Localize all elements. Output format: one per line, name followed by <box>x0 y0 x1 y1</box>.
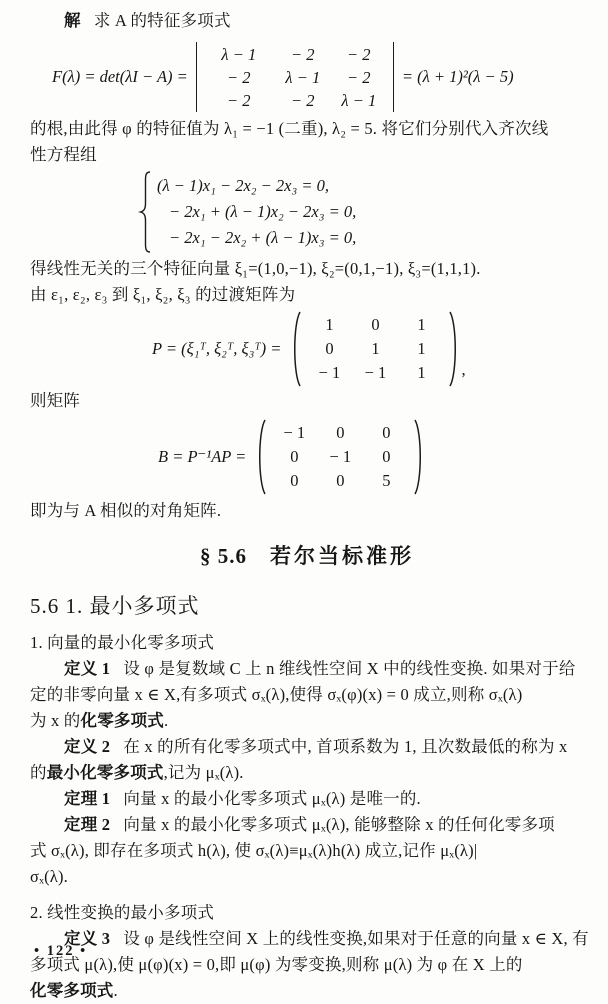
definition-3-text: . <box>113 981 118 1000</box>
eigenvectors-paragraph-line1: 得线性无关的三个特征向量 ξ₁=(1,0,−1), ξ₂=(0,1,−1), ξ₃=(1,1,1). <box>30 259 481 278</box>
system-line: − 2x₁ + (λ − 1)x₂ − 2x₃ = 0, <box>169 202 357 221</box>
matrix-paren-right <box>413 418 426 496</box>
solution-paragraph <box>30 8 584 34</box>
diagonal-matrix-equation <box>158 418 584 496</box>
system-line: − 2x₁ − 2x₂ + (λ − 1)x₃ = 0, <box>169 228 357 247</box>
matrix-cell: 0 <box>371 315 380 334</box>
matrix-cell: 0 <box>336 471 345 490</box>
system-lines <box>157 173 356 251</box>
section-heading <box>30 540 584 570</box>
theorem-1-text: 向量 x 的最小化零多项式 μₓ(λ) 是唯一的. <box>123 789 421 808</box>
theorem-2-line3: σₓ(λ). <box>30 867 68 886</box>
diagonal-conclusion-paragraph: 即为与 A 相似的对角矩阵. <box>30 501 222 520</box>
transition-matrix-equation <box>152 310 584 388</box>
determinant-cells <box>203 43 387 112</box>
matrix-paren-left <box>289 310 302 388</box>
system-line: (λ − 1)x₁ − 2x₂ − 2x₃ = 0, <box>157 176 329 195</box>
matrix-cell: 1 <box>417 315 426 334</box>
solution-label: 解 <box>64 11 81 30</box>
roots-paragraph-line2: 性方程组 <box>30 145 97 164</box>
definition-3-line1 <box>30 926 589 952</box>
definition-1-keyword: 化零多项式 <box>80 711 164 730</box>
definition-1-text: . <box>164 711 169 730</box>
roots-paragraph-line1: 的根,由此得 φ 的特征值为 λ₁ = −1 (二重), λ₂ = 5. 将它们分别代入齐次线 <box>30 119 549 138</box>
list-item-2: 2. 线性变换的最小多项式 <box>30 903 215 922</box>
matrix-cell: 0 <box>336 423 345 442</box>
definition-2-text: 在 x 的所有化零多项式中, 首项系数为 1, 且次数最低的称为 x <box>123 737 568 756</box>
definition-2-label: 定义 2 <box>64 737 111 756</box>
definition-1-text: 设 φ 是复数域 C 上 n 维线性空间 X 中的线性变换. 如果对于给 <box>123 659 576 678</box>
solution-text: 求 A 的特征多项式 <box>93 11 231 30</box>
equation-lhs: P = (ξ₁ᵀ, ξ₂ᵀ, ξ₃ᵀ) = <box>152 339 282 358</box>
section-number: § 5.6 <box>199 544 247 568</box>
matrix-cell: − 1 <box>329 447 352 466</box>
equation-lhs: B = P⁻¹AP = <box>158 447 247 466</box>
matrix-cell: 1 <box>417 363 426 382</box>
equation-rhs: = (λ + 1)²(λ − 5) <box>401 67 514 86</box>
matrix-cell: − 1 <box>283 423 306 442</box>
transition-matrix-cells <box>306 313 444 385</box>
matrix-cell: − 1 <box>364 363 387 382</box>
definition-2-keyword: 最小化零多项式 <box>46 763 164 782</box>
det-cell: − 2 <box>347 44 371 64</box>
matrix-cell: 0 <box>382 423 391 442</box>
determinant-bar-left <box>196 42 197 112</box>
matrix-paren-left <box>254 418 267 496</box>
det-cell: λ − 1 <box>285 67 321 87</box>
det-cell: − 2 <box>227 67 251 87</box>
matrix-cell: 1 <box>325 315 334 334</box>
matrix-cell: 5 <box>382 471 391 490</box>
det-cell: − 2 <box>227 90 251 110</box>
definition-1-line3 <box>30 708 584 734</box>
det-cell: λ − 1 <box>221 44 257 64</box>
eigenvectors-paragraph-line2: 由 ε₁, ε₂, ε₃ 到 ξ₁, ξ₂, ξ₃ 的过渡矩阵为 <box>30 285 296 304</box>
definition-1-text: 为 x 的 <box>30 711 81 730</box>
then-matrix-paragraph: 则矩阵 <box>30 391 81 410</box>
theorem-2-line1 <box>30 812 584 838</box>
matrix-paren-right <box>448 310 461 388</box>
determinant-matrix <box>196 42 394 112</box>
matrix-cell: 1 <box>371 339 380 358</box>
definition-3-keyword: 化零多项式 <box>30 981 114 1000</box>
definition-3-line3 <box>30 978 584 1004</box>
definition-2-text: 的 <box>30 763 47 782</box>
equation-lhs: F(λ) = det(λI − A) = <box>52 67 188 86</box>
matrix-cell: 0 <box>290 447 299 466</box>
equation-suffix: , <box>461 360 466 379</box>
left-brace <box>138 170 153 254</box>
definition-2-text: ,记为 μₓ(λ). <box>163 763 244 782</box>
theorem-2-text: 向量 x 的最小化零多项式 μₓ(λ), 能够整除 x 的任何化零多项 <box>123 815 555 834</box>
page-number: • 122 • <box>34 943 88 959</box>
list-item-1: 1. 向量的最小化零多项式 <box>30 633 215 652</box>
theorem-2-label: 定理 2 <box>64 815 111 834</box>
theorem-1-line <box>30 786 584 812</box>
definition-2-line1 <box>30 734 584 760</box>
homogeneous-system-equation <box>138 170 584 254</box>
matrix-cell: 0 <box>325 339 334 358</box>
matrix-cell: − 1 <box>318 363 341 382</box>
subsection-heading: 5.6 1. 最小多项式 <box>30 594 200 618</box>
det-cell: λ − 1 <box>341 90 377 110</box>
definition-3-label: 定义 3 <box>64 929 111 948</box>
det-cell: − 2 <box>291 44 315 64</box>
definition-1-line2: 定的非零向量 x ∈ X,有多项式 σₓ(λ),使得 σₓ(φ)(x) = 0 成立,则称 σₓ(λ) <box>30 685 523 704</box>
matrix-cell: 0 <box>290 471 299 490</box>
matrix-cell: 1 <box>417 339 426 358</box>
matrix-cell: 0 <box>382 447 391 466</box>
theorem-1-label: 定理 1 <box>64 789 111 808</box>
definition-3-text: 设 φ 是线性空间 X 上的线性变换,如果对于任意的向量 x ∈ X, 有 <box>123 929 589 948</box>
det-cell: − 2 <box>347 67 371 87</box>
definition-1-line1 <box>30 656 584 682</box>
definition-2-line2 <box>30 760 584 786</box>
section-title: 若尔当标准形 <box>270 544 415 568</box>
theorem-2-line2: 式 σₓ(λ), 即存在多项式 h(λ), 使 σₓ(λ)≡μₓ(λ)h(λ) 成立,记作 μₓ(λ)| <box>30 841 478 860</box>
definition-3-line2: 多项式 μ(λ),使 μ(φ)(x) = 0,即 μ(φ) 为零变换,则称 μ(λ) 为 φ 在 X 上的 <box>30 955 523 974</box>
determinant-bar-right <box>393 42 394 112</box>
characteristic-polynomial-equation <box>52 42 584 112</box>
definition-1-label: 定义 1 <box>64 659 111 678</box>
det-cell: − 2 <box>291 90 315 110</box>
diagonal-matrix-cells <box>271 421 409 493</box>
